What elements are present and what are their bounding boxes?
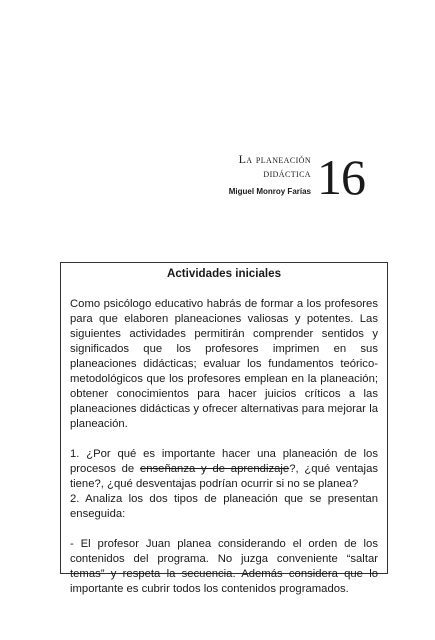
intro-paragraph: Como psicólogo educativo habrás de formar a los profesores para que elaboren planeaciones valiosas y potentes. Las siguientes actividades permitirán comprender sentidos y significados que los profesores imprimen en sus planeaciones didácticas; evaluar los fundamentos teórico-metodológicos que los profesores emplean en la planeación; obtener conocimientos para hacer juicios críticos a las planeaciones didácticas y ofrecer alternativas para mejorar la planeación. bbox=[70, 298, 378, 430]
question-1-struck-text: enseñanza y de aprendizaje bbox=[139, 463, 290, 475]
question-1-part-a: 1. ¿Por qué es importante hacer una planeación de los procesos de bbox=[70, 448, 378, 475]
question-1 bbox=[70, 447, 378, 492]
question-2: 2. Analiza los dos tipos de planeación que se presentan enseguida: bbox=[70, 493, 378, 520]
question-1-part-b: ?, ¿qué ventajas tiene?, ¿qué desventajas podrían ocurrir si no se planea? bbox=[70, 463, 378, 490]
example-paragraph: - El profesor Juan planea considerando el orden de los contenidos del programa. No juzga conveniente “saltar temas” y respeta la secuencia. Además considera que lo importante es cubrir todos los contenidos programados. bbox=[70, 538, 378, 595]
chapter-number: 16 bbox=[317, 149, 365, 205]
chapter-header bbox=[228, 149, 365, 205]
initial-activities-box bbox=[60, 262, 388, 595]
chapter-title-block bbox=[229, 152, 311, 196]
chapter-title-line1: La planeación bbox=[238, 152, 311, 166]
chapter-author: Miguel Monroy Farías bbox=[228, 187, 311, 196]
chapter-title-line2: didáctica bbox=[263, 166, 311, 180]
box-heading: Actividades iniciales bbox=[166, 267, 282, 280]
